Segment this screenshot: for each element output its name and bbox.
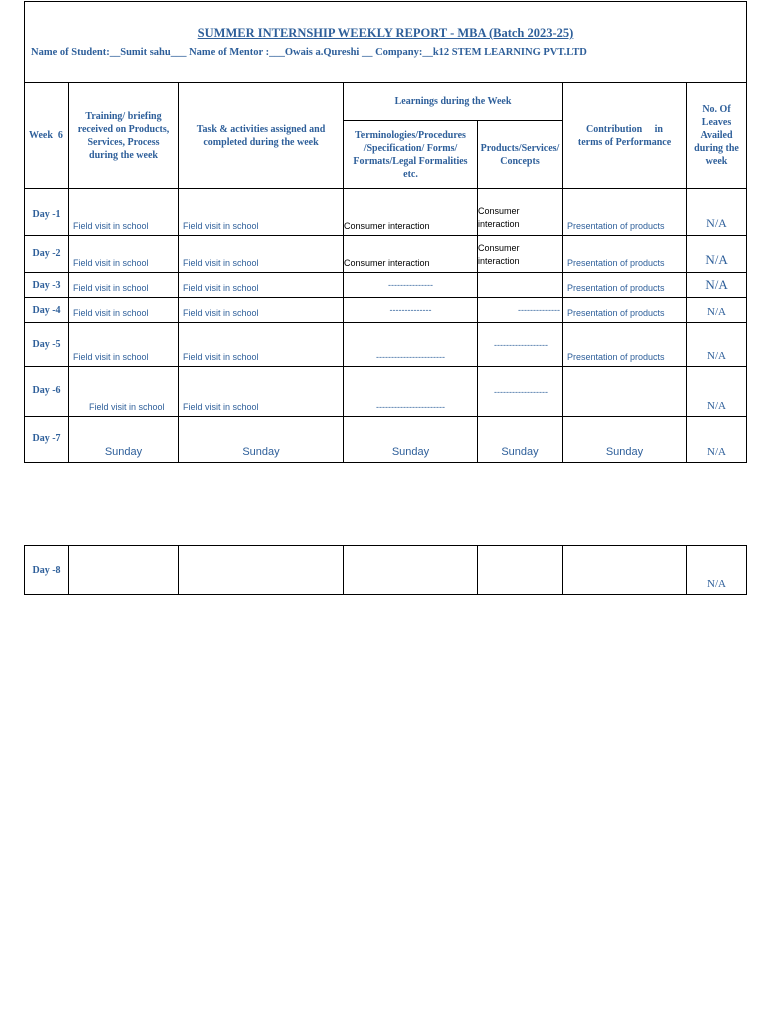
products-cell: ------------------ <box>478 323 563 367</box>
contribution-cell: Presentation of products <box>563 236 687 273</box>
report-heading-cell <box>25 2 747 83</box>
tasks-cell: Field visit in school <box>179 273 344 298</box>
training-cell: Field visit in school <box>69 298 179 323</box>
day-label: Day -6 <box>25 367 69 417</box>
table-row <box>25 367 747 417</box>
day-8-table <box>24 545 747 595</box>
tasks-cell: Field visit in school <box>179 189 344 236</box>
training-cell: Field visit in school <box>69 367 179 417</box>
contribution-cell: Presentation of products <box>563 189 687 236</box>
products-cell: Sunday <box>478 417 563 463</box>
products-cell: ------------------ <box>478 367 563 417</box>
products-cell: Consumer interaction <box>478 236 563 273</box>
training-cell: Field visit in school <box>69 189 179 236</box>
day-label: Day -4 <box>25 298 69 323</box>
terminologies-cell <box>344 546 478 595</box>
tasks-cell: Field visit in school <box>179 236 344 273</box>
weekly-report-table <box>24 1 747 463</box>
contribution-header: Contribution in terms of Performance <box>563 83 687 189</box>
leaves-cell: N/A <box>687 273 747 298</box>
tasks-cell: Sunday <box>179 417 344 463</box>
training-header: Training/ briefing received on Products, Services, Process during the week <box>69 83 179 189</box>
products-cell <box>478 546 563 595</box>
tasks-header: Task & activities assigned and completed during the week <box>179 83 344 189</box>
leaves-cell: N/A <box>687 417 747 463</box>
products-header: Products/Services/ Concepts <box>478 121 563 189</box>
products-cell: -------------- <box>478 298 563 323</box>
terminologies-cell: --------------- <box>344 273 478 298</box>
learnings-header: Learnings during the Week <box>344 83 563 121</box>
table-row <box>25 236 747 273</box>
contribution-cell: Presentation of products <box>563 323 687 367</box>
tasks-cell <box>179 546 344 595</box>
day-label: Day -2 <box>25 236 69 273</box>
table-row <box>25 273 747 298</box>
terminologies-cell: ----------------------- <box>344 323 478 367</box>
products-cell <box>478 273 563 298</box>
leaves-cell: N/A <box>687 189 747 236</box>
terminologies-header: Terminologies/Procedures /Specification/ Forms/ Formats/Legal Formalities etc. <box>344 121 478 189</box>
leaves-cell: N/A <box>687 236 747 273</box>
terminologies-cell: Consumer interaction <box>344 189 478 236</box>
terminologies-cell: Consumer interaction <box>344 236 478 273</box>
table-row <box>25 298 747 323</box>
table-row <box>25 546 747 595</box>
leaves-cell: N/A <box>687 546 747 595</box>
leaves-cell: N/A <box>687 323 747 367</box>
leaves-cell: N/A <box>687 298 747 323</box>
terminologies-cell: ----------------------- <box>344 367 478 417</box>
terminologies-cell: Sunday <box>344 417 478 463</box>
day-label: Day -8 <box>25 546 69 595</box>
terminologies-cell: -------------- <box>344 298 478 323</box>
day-label: Day -3 <box>25 273 69 298</box>
contribution-cell: Presentation of products <box>563 298 687 323</box>
leaves-cell: N/A <box>687 367 747 417</box>
day-label: Day -5 <box>25 323 69 367</box>
contribution-cell: Sunday <box>563 417 687 463</box>
table-row <box>25 323 747 367</box>
tasks-cell: Field visit in school <box>179 323 344 367</box>
training-cell: Sunday <box>69 417 179 463</box>
table-row <box>25 189 747 236</box>
tasks-cell: Field visit in school <box>179 367 344 417</box>
student-info-line: Name of Student:__Sumit sahu___ Name of Mentor :___Owais a.Qureshi __ Company:__k12 STEM LEARNING PVT.LTD <box>31 47 587 58</box>
training-cell: Field visit in school <box>69 323 179 367</box>
tasks-cell: Field visit in school <box>179 298 344 323</box>
products-cell: Consumer interaction <box>478 189 563 236</box>
training-cell <box>69 546 179 595</box>
contribution-cell <box>563 367 687 417</box>
report-title: SUMMER INTERNSHIP WEEKLY REPORT - MBA (Batch 2023-25) <box>197 26 574 40</box>
table-row <box>25 417 747 463</box>
contribution-cell <box>563 546 687 595</box>
training-cell: Field visit in school <box>69 236 179 273</box>
day-label: Day -7 <box>25 417 69 463</box>
leaves-header: No. Of Leaves Availed during the week <box>687 83 747 189</box>
contribution-cell: Presentation of products <box>563 273 687 298</box>
day-label: Day -1 <box>25 189 69 236</box>
week-header: Week 6 <box>25 83 69 189</box>
training-cell: Field visit in school <box>69 273 179 298</box>
